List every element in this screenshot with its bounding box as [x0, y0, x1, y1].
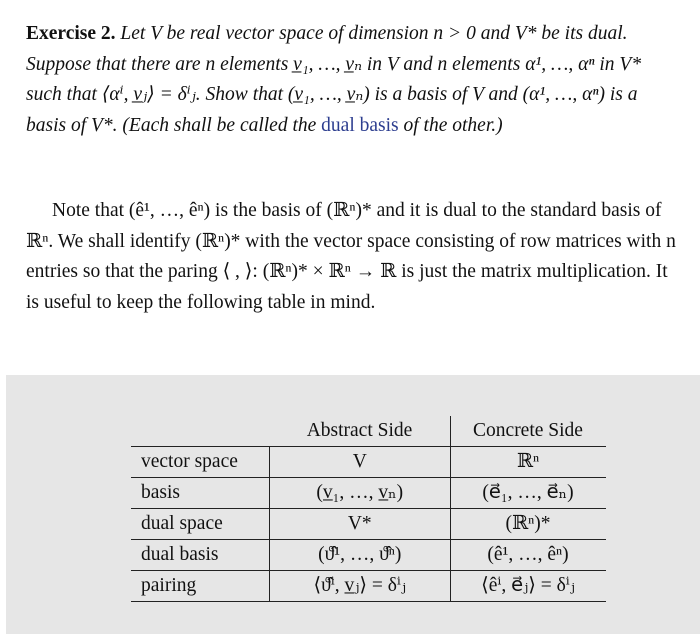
abstract-cell: (ϑ̂¹, …, ϑ̂ⁿ): [270, 540, 451, 571]
abstract-cell: V: [270, 447, 451, 478]
row-label: pairing: [131, 571, 270, 602]
concrete-side-header: Concrete Side: [450, 416, 606, 447]
table-row: [131, 447, 606, 478]
abstract-side-header: Abstract Side: [270, 416, 451, 447]
table-header-row: [131, 416, 606, 447]
concrete-cell: (ê¹, …, êⁿ): [450, 540, 606, 571]
abstract-cell: (v̲₁, …, v̲ₙ): [270, 478, 451, 509]
concrete-cell: (ℝⁿ)*: [450, 509, 606, 540]
note-paragraph: Note that (ê¹, …, êⁿ) is the basis of (ℝⁿ)* and it is dual to the standard basis of ℝⁿ. We shall identify (ℝⁿ)* with the vector space consisting of row matrices with n entries so that the paring ⟨ , ⟩: (ℝⁿ)* × ℝⁿ → ℝ is just the matrix multiplication. It is useful to keep the following table in mind.: [26, 200, 676, 313]
correspondence-table: [131, 416, 606, 602]
concrete-cell: ℝⁿ: [450, 447, 606, 478]
table-row: [131, 509, 606, 540]
exercise-statement-end: of the other.): [403, 114, 503, 136]
table-row: [131, 571, 606, 602]
abstract-cell: V*: [270, 509, 451, 540]
table-row: [131, 478, 606, 509]
exercise-paragraph: [26, 19, 676, 141]
row-label: basis: [131, 478, 270, 509]
abstract-cell: ⟨ϑ̂ⁱ, v̲ⱼ⟩ = δⁱⱼ: [270, 571, 451, 602]
table-row: [131, 540, 606, 571]
table-corner-cell: [131, 416, 270, 447]
exercise-label: Exercise 2.: [26, 23, 116, 44]
row-label: dual space: [131, 509, 270, 540]
row-label: dual basis: [131, 540, 270, 571]
concrete-cell: (e⃗₁, …, e⃗ₙ): [450, 478, 606, 509]
row-label: vector space: [131, 447, 270, 478]
concrete-cell: ⟨êⁱ, e⃗ⱼ⟩ = δⁱⱼ: [450, 571, 606, 602]
dual-basis-term: dual basis: [321, 114, 399, 136]
exercise-statement: Let V be real vector space of dimension n > 0 and V* be its dual. Suppose that there are n elements v̲₁, …, v̲ₙ in V and n elements α¹, …, αⁿ in V* such that ⟨αⁱ, v̲ⱼ⟩ = δⁱⱼ. Show that (v̲₁, …, v̲ₙ) is a basis of V and (α¹, …, αⁿ) is a basis of V*. (Each shall be called the: [26, 23, 642, 136]
